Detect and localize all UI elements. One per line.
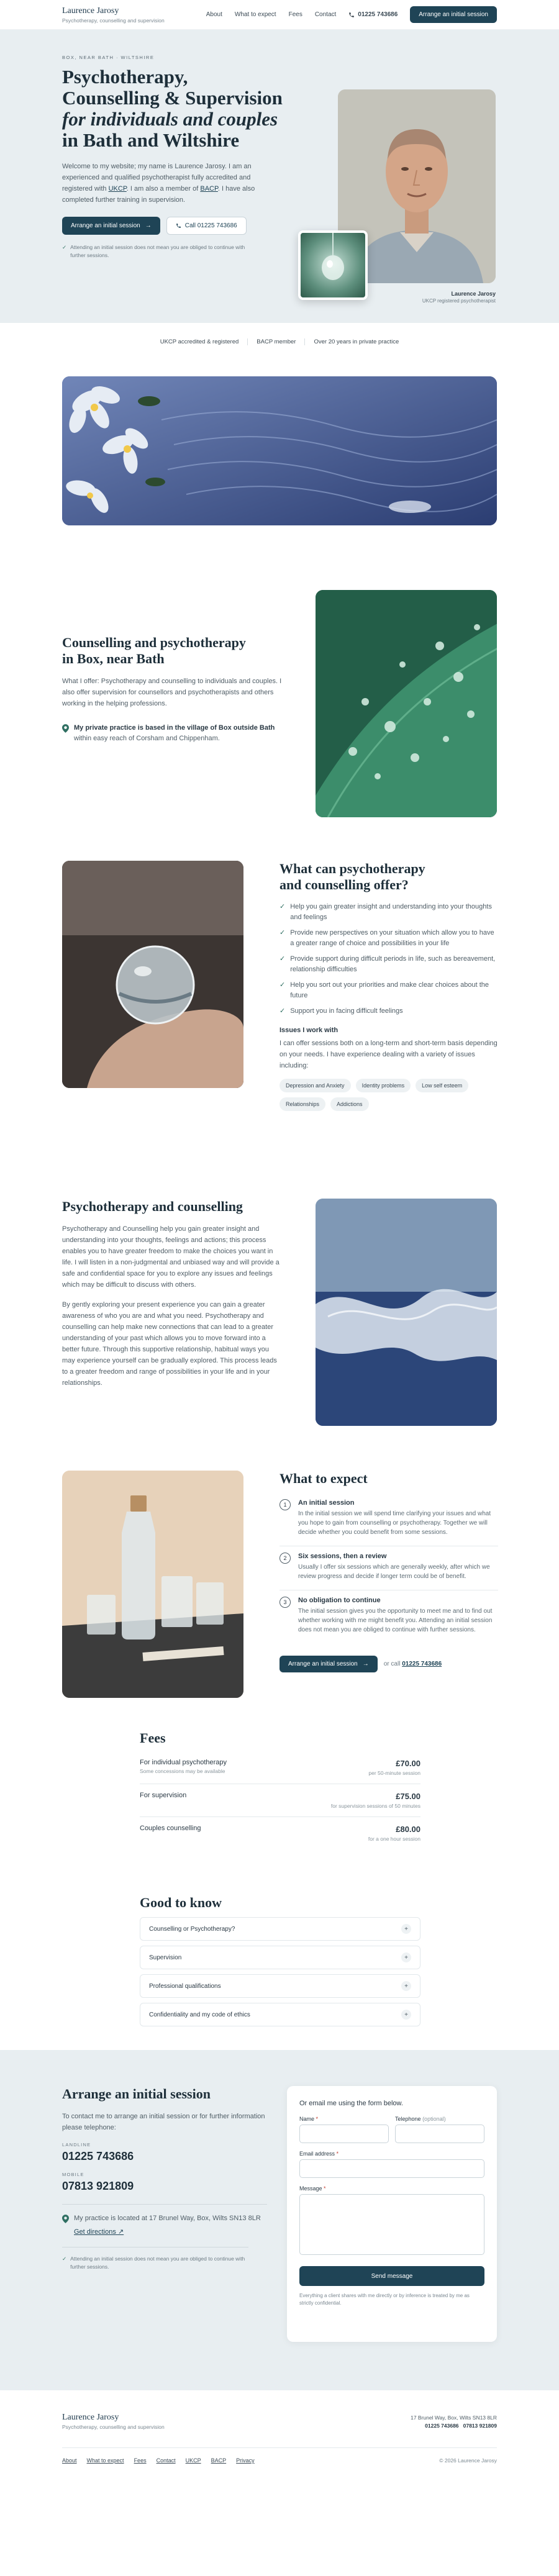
hero-title-line1: Psychotherapy, [62, 66, 188, 88]
contact-address-text: My practice is located at 17 Brunel Way, Box, Wilts SN13 8LR [74, 2215, 261, 2222]
form-row-email [299, 2151, 484, 2178]
step-title: An initial session [298, 1499, 355, 1507]
footer-link-privacy[interactable]: Privacy [236, 2457, 255, 2464]
contact-title: Arrange an initial session [62, 2086, 211, 2102]
hero-text-b: . I am also a member of [126, 185, 201, 193]
hero-title-italic: for individuals and couples [62, 108, 278, 130]
hero-arrange-button[interactable] [62, 217, 160, 235]
expect-step [280, 1546, 498, 1590]
landline-label: LANDLINE [62, 2142, 91, 2147]
plus-icon: + [401, 2010, 411, 2020]
banner-section [0, 360, 559, 590]
accordion-label: Counselling or Psychotherapy? [149, 1925, 235, 1933]
list-item [280, 1006, 498, 1017]
or-call-text: or call [383, 1661, 401, 1667]
expect-step [280, 1590, 498, 1643]
location-pin-icon [62, 2215, 69, 2223]
contact-note [62, 2247, 248, 2271]
expect-step [280, 1493, 498, 1546]
step-number: 1 [280, 1499, 291, 1510]
offer-item-text: Provide support during difficult periods in life, such as bereavement, relationship difficulties [290, 955, 496, 973]
location-pin-icon [62, 724, 69, 733]
trust-bar [0, 323, 559, 360]
expect-phone-link[interactable]: 01225 743686 [402, 1661, 442, 1667]
message-label-text: Message [299, 2185, 322, 2192]
check-icon: ✓ [280, 1007, 286, 1015]
footer-phone-2[interactable]: 07813 921809 [463, 2423, 497, 2429]
leaf-photo [316, 590, 497, 817]
phone-icon [348, 12, 355, 18]
step-number: 3 [280, 1597, 291, 1608]
email-label [299, 2151, 484, 2157]
footer-brand[interactable] [62, 2413, 165, 2430]
offer-item-text: Support you in facing difficult feelings [290, 1007, 403, 1015]
fee-row [140, 1784, 420, 1817]
droplet-illustration [301, 233, 365, 297]
header-phone[interactable] [348, 11, 398, 18]
footer-links [62, 2457, 255, 2464]
message-field[interactable] [299, 2194, 484, 2255]
expect-arrange-button[interactable] [280, 1656, 378, 1672]
form-row-name-phone [299, 2116, 484, 2143]
issue-tags [280, 1079, 484, 1111]
intro-title [62, 635, 283, 667]
trust-item-experience: Over 20 years in private practice [314, 338, 399, 345]
list-item [280, 928, 498, 949]
issue-tag: Identity problems [356, 1079, 411, 1092]
form-title: Or email me using the form below. [299, 2100, 403, 2107]
hero-title-line2: Counselling & Supervision [62, 87, 283, 109]
contact-address-block [62, 2204, 267, 2236]
landline-number[interactable]: 01225 743686 [62, 2150, 134, 2162]
crystal-ball-photo [62, 861, 243, 1088]
email-field[interactable] [299, 2159, 484, 2178]
expect-or-call [384, 1661, 442, 1667]
external-link-icon: ↗ [117, 2228, 124, 2236]
step-text: The initial session gives you the opportunity to meet me and to find out whether working with me might benefit you. Attending an initial session does not mean you are obliged to continue with further sessions. [298, 1608, 493, 1633]
fee-price: £70.00 [396, 1759, 420, 1768]
footer-divider [62, 2447, 497, 2448]
expect-cta [280, 1656, 498, 1672]
hero-eyebrow: BOX, NEAR BATH · WILTSHIRE [62, 55, 155, 60]
offer-content [280, 861, 498, 1111]
required-mark: * [336, 2151, 339, 2157]
footer-address: 17 Brunel Way, Box, Wilts SN13 8LR [411, 2415, 497, 2421]
pac-content [62, 1199, 283, 1389]
intro-title-line2: in Box, near Bath [62, 651, 165, 666]
name-field[interactable] [299, 2125, 389, 2143]
expect-content [280, 1471, 498, 1672]
hero-arrange-label: Arrange an initial session [71, 222, 140, 229]
accordion-item[interactable] [140, 1917, 420, 1941]
portrait-caption [338, 291, 496, 304]
mobile-label: MOBILE [62, 2172, 84, 2177]
footer-link-about[interactable]: About [62, 2457, 77, 2464]
check-icon: ✓ [280, 955, 286, 963]
issue-tag: Addictions [330, 1097, 369, 1111]
arrow-right-icon: → [145, 222, 152, 229]
footer-link-bacp[interactable]: BACP [211, 2457, 227, 2464]
required-mark: * [316, 2116, 319, 2122]
accordion-label: Confidentiality and my code of ethics [149, 2011, 250, 2018]
intro-section [0, 590, 559, 861]
water-bottle-illustration [62, 1471, 243, 1698]
offer-title-line2: and counselling offer? [280, 877, 409, 892]
fees-title: Fees [140, 1730, 166, 1746]
offer-list [280, 902, 498, 1017]
offer-title [280, 861, 498, 893]
fee-name: For supervision [140, 1792, 187, 1799]
intro-title-line1: Counselling and psychotherapy [62, 635, 246, 650]
hero-note-text: Attending an initial session does not mean you are obliged to continue with further sessions. [70, 244, 245, 258]
portrait-name: Laurence Jarosy [451, 291, 496, 297]
offer-section [0, 861, 559, 1199]
hero-text-a: Welcome to my website; my name is Laurence Jarosy. I am an experienced and qualified psychotherapist fully accredited and registered with [62, 163, 252, 193]
plus-icon: + [401, 1952, 411, 1962]
optional-text: (optional) [422, 2116, 446, 2122]
footer-brand-subtitle: Psychotherapy, counselling and supervision [62, 2424, 165, 2430]
form-row-message [299, 2185, 484, 2255]
contact-note-text: Attending an initial session does not mean you are obliged to continue with further sessions. [70, 2256, 245, 2270]
offer-item-text: Help you gain greater insight and understanding into your thoughts and feelings [290, 903, 492, 921]
hero-title-line4: in Bath and Wiltshire [62, 129, 240, 151]
issue-tag: Low self esteem [416, 1079, 468, 1092]
hero-text-c: . I have also completed further training in supervision. [62, 185, 255, 204]
site-header [0, 0, 559, 30]
accordion-item[interactable] [140, 1974, 420, 1998]
contact-info [62, 2086, 267, 2271]
check-icon: ✓ [280, 981, 286, 989]
nav-contact[interactable]: Contact [314, 11, 337, 18]
water-bottle-photo [62, 1471, 243, 1698]
intro-location-rest: within easy reach of Corsham and Chippenham. [74, 735, 220, 742]
footer-contact [411, 2414, 497, 2430]
offer-item-text: Provide new perspectives on your situation which allow you to have a greater range of choice and possibilities in your life [290, 929, 494, 947]
pac-title: Psychotherapy and counselling [62, 1199, 243, 1214]
offer-item-text: Help you sort out your priorities and make clear choices about the future [290, 981, 489, 999]
fee-name: Couples counselling [140, 1825, 201, 1832]
name-label [299, 2116, 389, 2122]
step-title: No obligation to continue [298, 1597, 381, 1604]
phone-label-text: Telephone [395, 2116, 421, 2122]
contact-form [287, 2086, 497, 2342]
check-icon: ✓ [280, 903, 286, 910]
nav-what-to-expect[interactable]: What to expect [234, 11, 276, 18]
phone-label [395, 2116, 484, 2122]
hero-note [62, 243, 248, 260]
phone-field[interactable] [395, 2125, 484, 2143]
fee-name: For individual psychotherapy [140, 1759, 227, 1766]
fee-price: £75.00 [396, 1792, 420, 1801]
crystal-ball-illustration [62, 861, 243, 1088]
footer-phone-1[interactable]: 01225 743686 [425, 2423, 459, 2429]
hero-intro-text [62, 161, 276, 206]
footer-link-contact[interactable]: Contact [156, 2457, 176, 2464]
step-text: In the initial session we will spend time clarifying your issues and what you hope to gain from counselling or psychotherapy. Together we will decide whether you could benefit from some sessions. [298, 1510, 491, 1536]
required-mark: * [324, 2185, 326, 2192]
hero-content [62, 55, 286, 260]
good-to-know-section [0, 1895, 559, 2050]
blue-water-photo [316, 1199, 497, 1426]
trust-item-bacp: BACP member [248, 338, 305, 345]
hero-section [0, 30, 559, 323]
check-icon: ✓ [62, 2256, 67, 2262]
email-label-text: Email address [299, 2151, 335, 2157]
hero-title [62, 66, 286, 151]
plus-icon: + [401, 1924, 411, 1934]
check-icon: ✓ [62, 244, 67, 250]
expect-section [0, 1471, 559, 1730]
fee-price: £80.00 [396, 1825, 420, 1834]
send-message-button[interactable]: Send message [299, 2266, 484, 2286]
accordion-item[interactable] [140, 1946, 420, 1969]
footer-copyright: © 2026 Laurence Jarosy [439, 2457, 497, 2464]
intro-text: What I offer: Psychotherapy and counselling to individuals and couples. I also offer supervision for counsellors and psychotherapists and others working in the helping professions. [62, 678, 282, 707]
accordion-label: Supervision [149, 1954, 182, 1961]
step-number: 2 [280, 1553, 291, 1564]
plus-icon: + [401, 1981, 411, 1991]
fees-content [140, 1730, 420, 1849]
intro-location [62, 723, 283, 744]
accordion-label: Professional qualifications [149, 1982, 221, 1990]
step-text: Usually I offer six sessions which are generally weekly, after which we review progress and decide if longer term could be of benefit. [298, 1564, 490, 1580]
fee-row [140, 1751, 420, 1784]
footer-link-fees[interactable]: Fees [134, 2457, 147, 2464]
phone-icon [176, 223, 181, 229]
directions-link[interactable] [74, 2228, 267, 2236]
blue-water-illustration [316, 1199, 497, 1426]
good-to-know-title: Good to know [140, 1895, 222, 1910]
site-footer [0, 2390, 559, 2497]
form-note: Everything a client shares with me directly or by inference is treated by me as strictly confidential. [299, 2293, 470, 2306]
offer-title-line1: What can psychotherapy [280, 861, 425, 876]
list-item [280, 902, 498, 923]
list-item [280, 980, 498, 1001]
contact-address [62, 2213, 267, 2224]
issue-tag: Relationships [280, 1097, 325, 1111]
ukcp-link[interactable]: UKCP [108, 185, 127, 193]
good-to-know-content [140, 1895, 420, 2026]
fee-per: for supervision sessions of 50 minutes [330, 1803, 420, 1809]
brand[interactable] [62, 6, 165, 24]
check-icon: ✓ [280, 929, 286, 937]
expect-steps [280, 1493, 498, 1643]
intro-location-bold: My private practice is based in the village of Box outside Bath [74, 724, 275, 732]
expect-title: What to expect [280, 1471, 368, 1486]
pac-section [0, 1199, 559, 1471]
name-label-text: Name [299, 2116, 315, 2122]
footer-link-ukcp[interactable]: UKCP [185, 2457, 201, 2464]
leaf-illustration [316, 590, 497, 817]
nav-fees[interactable]: Fees [288, 11, 302, 18]
header-phone-number: 01225 743686 [358, 11, 398, 18]
fee-row [140, 1817, 420, 1849]
main-nav [206, 6, 497, 23]
water-flowers-photo [62, 376, 497, 525]
fees-section [0, 1730, 559, 1895]
brand-name[interactable]: Laurence Jarosy [62, 6, 119, 16]
pac-paragraph-2: By gently exploring your present experience you can gain a greater awareness of who you are and what you need. Psychotherapy and counselling can help make new connections that can lead to a greater understanding of your past which allows you to move forward into a better future. Through this supportive relationship, habitual ways you may experience yourself can be gradually explored. This process leads to a greater freedom and range of possibilities in your life and in your relationships. [62, 1301, 277, 1387]
portrait-role: UKCP registered psychotherapist [422, 298, 496, 304]
step-title: Six sessions, then a review [298, 1553, 387, 1560]
droplet-photo [298, 230, 368, 300]
hero-call-button[interactable] [166, 217, 247, 235]
hero-buttons [62, 217, 286, 235]
contact-section [0, 2050, 559, 2390]
message-label [299, 2185, 484, 2192]
contact-text: To contact me to arrange an initial session or for further information please telephone: [62, 2113, 265, 2131]
accordion-item[interactable] [140, 2003, 420, 2026]
expect-arrange-label: Arrange an initial session [288, 1661, 358, 1667]
bacp-link[interactable]: BACP [200, 185, 218, 193]
directions-label: Get directions [74, 2228, 116, 2236]
mobile-number[interactable]: 07813 921809 [62, 2180, 134, 2192]
pac-paragraph-1: Psychotherapy and Counselling help you gain greater insight and understanding into your thoughts, feelings and actions; this process enables you to have greater freedom to make the choices you want in life. I will listen in a non-judgmental and unbiased way and will provide a safe and confidential space for you to explore any issues and feelings which may be difficult to discuss with others. [62, 1225, 280, 1289]
issues-text: I can offer sessions both on a long-term and short-term basis depending on your needs. I have experience dealing with a variety of issues including: [280, 1040, 498, 1069]
fee-note: Some concessions may be available [140, 1768, 225, 1774]
intro-content [62, 635, 283, 744]
water-illustration [62, 376, 497, 525]
trust-item-ukcp: UKCP accredited & registered [152, 338, 248, 345]
fee-per: per 50-minute session [368, 1770, 420, 1776]
footer-link-what-to-expect[interactable]: What to expect [86, 2457, 124, 2464]
list-item [280, 954, 498, 975]
footer-brand-name: Laurence Jarosy [62, 2413, 119, 2422]
fee-per: for a one hour session [368, 1836, 420, 1842]
brand-subtitle: Psychotherapy, counselling and supervision [62, 17, 165, 24]
issues-title: Issues I work with [280, 1027, 339, 1034]
nav-about[interactable]: About [206, 11, 222, 18]
issue-tag: Depression and Anxiety [280, 1079, 351, 1092]
hero-call-label: Call 01225 743686 [184, 222, 237, 229]
arrow-right-icon: → [362, 1661, 369, 1667]
header-cta-button[interactable]: Arrange an initial session [410, 6, 497, 23]
